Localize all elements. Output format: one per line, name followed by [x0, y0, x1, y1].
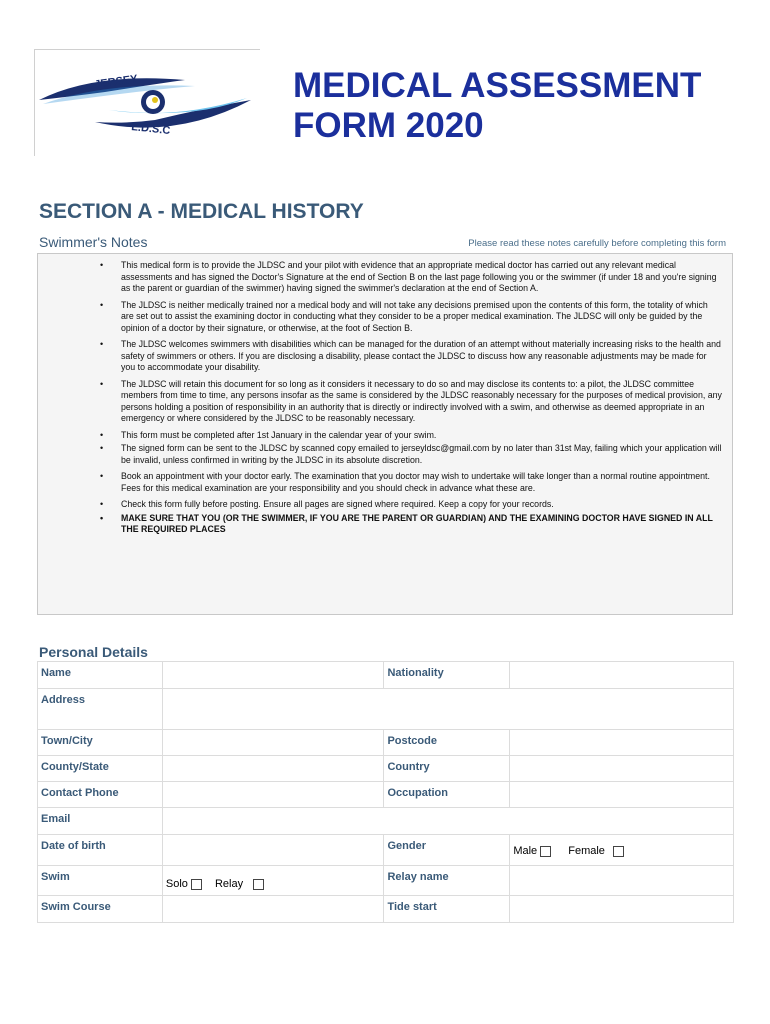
country-field[interactable] [510, 756, 734, 782]
solo-checkbox[interactable] [191, 879, 202, 890]
swimmers-notes-label: Swimmer's Notes [39, 234, 148, 250]
phone-field[interactable] [162, 782, 384, 808]
relay-name-label: Relay name [384, 866, 510, 896]
solo-label: Solo [165, 878, 188, 890]
town-field[interactable] [162, 730, 384, 756]
note-item: • This medical form is to provide the JLDSC and your pilot with evidence that an appropriate medical doctor has carried out any relevant medical assessments and has signed the Doctor's Signature at the end of Section B on the last page following you or the swimmer (if under 18 and you're signing as the parent or guardian of the swimmer) having signed the swimmer's declaration at the end of Section A. [100, 260, 717, 293]
note-item: • The JLDSC welcomes swimmers with disabilities which can be managed for the duration of an attempt without materially increasing risks to the health and safety of swimmers or others. If you are disclosing a disability, please contact the JLDSC to discuss how any reasonable adjustments may be made for you to accommodate your disability. [100, 339, 721, 372]
gender-options [510, 835, 734, 866]
dob-label: Date of birth [38, 835, 163, 866]
country-label: Country [384, 756, 510, 782]
jldsc-logo-graphic [35, 50, 260, 156]
relay-label: Relay [214, 878, 244, 890]
svg-text:JERSEY: JERSEY [93, 73, 139, 91]
form-title [293, 66, 753, 146]
male-label: Male [513, 845, 538, 857]
town-label: Town/City [38, 730, 163, 756]
tide-start-label: Tide start [384, 896, 510, 923]
note-item: • This form must be completed after 1st January in the calendar year of your swim. [100, 429, 437, 440]
name-label: Name [38, 662, 163, 689]
swim-course-label: Swim Course [38, 896, 163, 923]
county-field[interactable] [162, 756, 384, 782]
notes-list [38, 260, 734, 541]
section-a-title: SECTION A - MEDICAL HISTORY [39, 200, 364, 223]
female-checkbox[interactable] [613, 846, 624, 857]
postcode-field[interactable] [510, 730, 734, 756]
note-item: • The JLDSC will retain this document for so long as it considers it necessary to do so and may disclose its contents to: a pilot, the JLDSC committee members from time to time, any persons insofar as the same is considered by the JLDSC reasonably necessary for the purposes of medical provision, any persons holding a position of responsibility in an authority that is directly or indirectly involved with a swim, and otherwise as deemed appropriate in an emergency or where considered by the JLDSC to be reasonably necessary. [100, 378, 722, 423]
occupation-field[interactable] [510, 782, 734, 808]
relay-name-field[interactable] [510, 866, 734, 896]
nationality-label: Nationality [384, 662, 510, 689]
nationality-field[interactable] [510, 662, 734, 689]
male-checkbox[interactable] [540, 846, 551, 857]
swim-label: Swim [38, 866, 163, 896]
address-label: Address [38, 689, 163, 730]
personal-details-table [37, 661, 734, 923]
email-label: Email [38, 808, 163, 835]
postcode-label: Postcode [384, 730, 510, 756]
name-field[interactable] [162, 662, 384, 689]
phone-label: Contact Phone [38, 782, 163, 808]
note-item: • Book an appointment with your doctor early. The examination that you doctor may wish to undertake will take longer than a normal routine appointment. Fees for this medical examination are your responsibility and you should check in advance what these are. [100, 471, 710, 493]
female-label: Female [568, 845, 605, 857]
notes-hint: Please read these notes carefully before completing this form [468, 238, 726, 249]
gender-label: Gender [384, 835, 510, 866]
note-item: • Check this form fully before posting. Ensure all pages are signed where required. Keep a copy for your records. [100, 499, 554, 509]
swim-course-field[interactable] [162, 896, 384, 923]
swim-options [162, 866, 384, 896]
svg-text:L.D.S.C: L.D.S.C [130, 121, 171, 138]
county-label: County/State [38, 756, 163, 782]
swimmers-notes-box [37, 253, 733, 615]
note-item: • MAKE SURE THAT YOU (OR THE SWIMMER, IF YOU ARE THE PARENT OR GUARDIAN) AND THE EXAMINING DOCTOR HAVE SIGNED IN ALL THE REQUIRED PLACES [100, 512, 713, 534]
relay-checkbox[interactable] [253, 879, 264, 890]
address-field[interactable] [162, 689, 733, 730]
club-logo [34, 49, 260, 156]
personal-details-title: Personal Details [39, 644, 148, 660]
dob-field[interactable] [162, 835, 384, 866]
note-item: • The JLDSC is neither medically trained nor a medical body and will not take any decisions premised upon the contents of this form, the totality of which are set out to assist the examining doctor in conducting what they consider to be a proper medical examination. The JLDSC will only be guided by the opinion of a doctor by their signature, or otherwise, at the foot of Section B. [100, 299, 708, 333]
form-title-line2: FORM 2020 [293, 106, 484, 145]
email-field[interactable] [162, 808, 733, 835]
tide-start-field[interactable] [510, 896, 734, 923]
form-title-line1: MEDICAL ASSESSMENT [293, 66, 702, 105]
occupation-label: Occupation [384, 782, 510, 808]
note-item: • The signed form can be sent to the JLDSC by scanned copy emailed to jerseyldsc@gmail.com by no later than 31st May, failing which your application will be invalid, unless confirmed in writing by the JLDSC in its absolute discretion. [100, 443, 722, 465]
